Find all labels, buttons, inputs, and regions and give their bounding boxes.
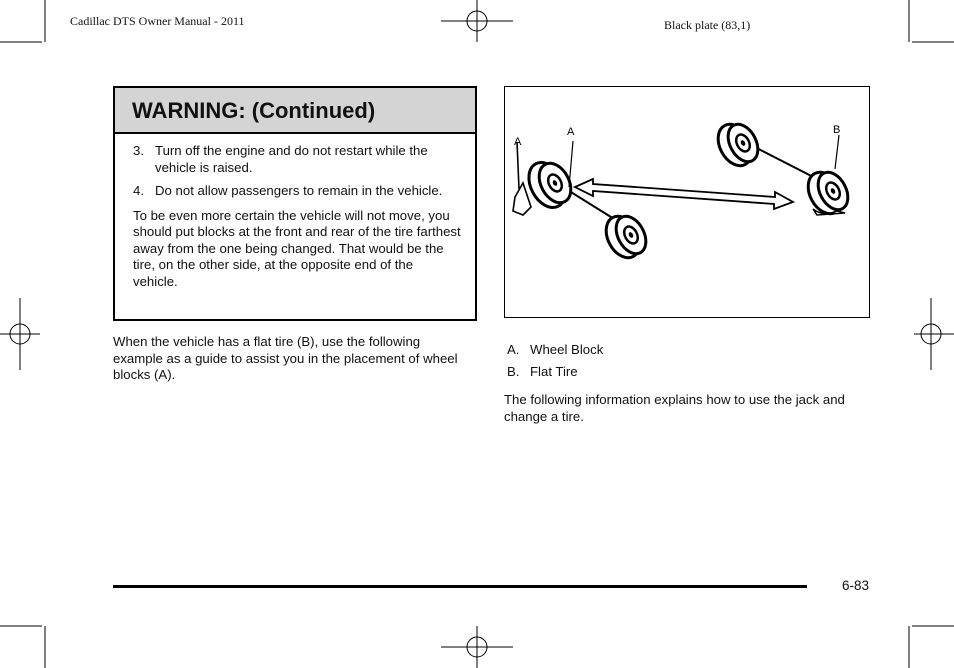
- legend-letter: B.: [507, 364, 520, 379]
- warning-item-number: 3.: [133, 143, 144, 158]
- page-number: 6-83: [842, 578, 870, 593]
- manual-title: Cadillac DTS Owner Manual - 2011: [70, 14, 245, 28]
- warning-item-text: Do not allow passengers to remain in the vehicle.: [155, 183, 443, 198]
- warning-box: [113, 86, 477, 321]
- wheel-block-figure: [504, 86, 870, 318]
- warning-title: WARNING: (Continued): [115, 88, 475, 134]
- tire-icon: [711, 119, 763, 172]
- warning-item-text: Turn off the engine and do not restart while the vehicle is raised.: [155, 143, 428, 175]
- callout-label: A: [567, 126, 575, 138]
- tire-icon: [599, 211, 651, 264]
- warning-paragraph: To be even more certain the vehicle will not move, you should put blocks at the front and rear of the tire farthest away from the one being changed. That would be the tire, on the other side, at the opposite end of the vehicle.: [133, 207, 461, 289]
- warning-item: [133, 183, 461, 200]
- footer-rule: [113, 585, 807, 588]
- warning-item-number: 4.: [133, 183, 144, 198]
- jack-info-paragraph: The following information explains how to use the jack and change a tire.: [504, 392, 845, 424]
- warning-body: [115, 134, 475, 290]
- plate-label: Black plate (83,1): [664, 18, 751, 32]
- warning-item: [133, 143, 461, 176]
- double-arrow-icon: [575, 179, 793, 209]
- legend-text: Flat Tire: [530, 364, 578, 379]
- figure-legend: [507, 342, 603, 386]
- callout-label: A: [514, 136, 522, 148]
- wheel-block-illustration: [505, 87, 869, 317]
- flat-tire-paragraph: When the vehicle has a flat tire (B), use the following example as a guide to assist you in the placement of wheel blocks (A).: [113, 334, 458, 382]
- legend-text: Wheel Block: [530, 342, 604, 357]
- legend-letter: A.: [507, 342, 520, 357]
- callout-label: B: [833, 124, 841, 136]
- legend-item: [507, 342, 603, 359]
- legend-item: [507, 364, 603, 381]
